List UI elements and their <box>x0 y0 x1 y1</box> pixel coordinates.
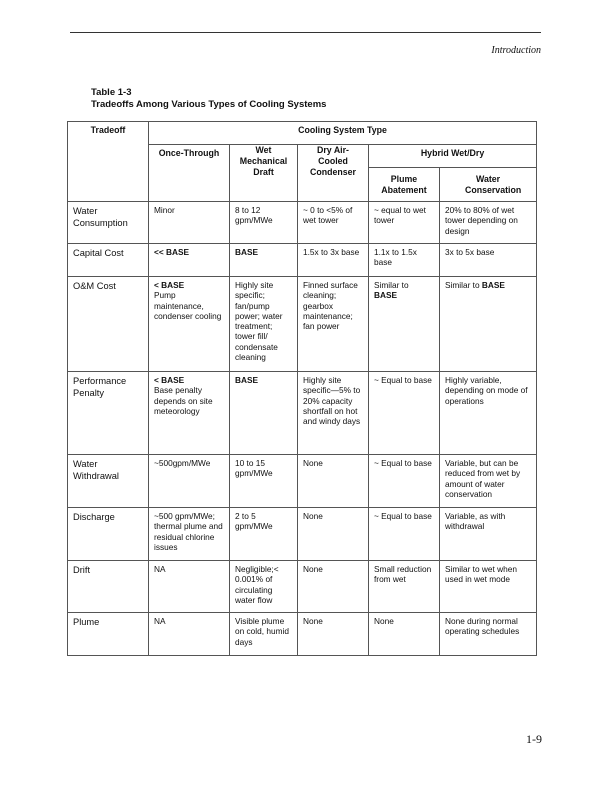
table-cell <box>149 455 230 508</box>
cell-text: Minor <box>154 205 175 215</box>
header-rule <box>70 32 541 33</box>
table-cell <box>298 508 369 561</box>
table-cell <box>230 508 298 561</box>
table-label: Table 1-3 <box>91 87 132 98</box>
table-row <box>68 202 537 244</box>
cell-text: None <box>303 458 323 468</box>
table-cell <box>149 372 230 455</box>
table-cell <box>230 455 298 508</box>
header-cooling-system-type: Cooling System Type <box>149 122 537 145</box>
table-cell <box>440 613 537 656</box>
cell-text: ~500 gpm/MWe; thermal plume and residual chlorine issues <box>154 511 223 552</box>
cell-text: Variable, but can be reduced from wet by amount of water conservation <box>445 458 521 499</box>
table-row <box>68 508 537 561</box>
cell-text: Negligible;< 0.001% of circulating water flow <box>235 564 279 605</box>
table-row <box>68 613 537 656</box>
cell-text: 1.5x to 3x base <box>303 247 360 257</box>
cell-text: Base penalty depends on site meteorology <box>154 385 213 416</box>
cell-text: Finned surface cleaning; gearbox maintenance; fan power <box>303 280 358 332</box>
cell-text: 10 to 15 gpm/MWe <box>235 458 273 479</box>
header-water-conservation: Water Conservation <box>440 168 537 202</box>
table-cell <box>298 244 369 277</box>
table-cell <box>369 372 440 455</box>
table-row <box>68 244 537 277</box>
cell-text: < BASE <box>154 280 185 290</box>
table-cell <box>369 202 440 244</box>
cell-text: Variable, as with withdrawal <box>445 511 506 532</box>
table-cell <box>230 372 298 455</box>
running-header: Introduction <box>491 45 541 56</box>
cell-text: Small reduction from wet <box>374 564 432 585</box>
table-cell <box>369 244 440 277</box>
table-cell <box>149 613 230 656</box>
row-tradeoff: Capital Cost <box>68 244 149 277</box>
cell-text: BASE <box>481 280 505 290</box>
cell-text: 2 to 5 gpm/MWe <box>235 511 273 532</box>
table-cell <box>298 202 369 244</box>
table-row <box>68 372 537 455</box>
cell-text: << BASE <box>154 247 190 257</box>
cell-text: BASE <box>235 375 259 385</box>
cell-text: None <box>303 511 323 521</box>
table-cell <box>298 372 369 455</box>
header-plume-abatement: Plume Abatement <box>369 168 440 202</box>
cell-text: ~ Equal to base <box>374 375 432 385</box>
table-cell <box>298 561 369 613</box>
table-cell <box>230 561 298 613</box>
table-cell <box>369 613 440 656</box>
cell-text: None <box>303 616 323 626</box>
table-cell <box>440 508 537 561</box>
cell-text: Pump maintenance, condenser cooling <box>154 290 222 321</box>
table-cell <box>369 277 440 372</box>
table-cell <box>369 561 440 613</box>
table-body <box>68 202 537 656</box>
row-tradeoff: Water Withdrawal <box>68 455 149 508</box>
header-dry-air-cooled: Dry Air-Cooled Condenser <box>298 145 369 202</box>
table-cell <box>230 202 298 244</box>
table-cell <box>298 613 369 656</box>
row-tradeoff: Discharge <box>68 508 149 561</box>
row-tradeoff: Performance Penalty <box>68 372 149 455</box>
cell-text: 3x to 5x base <box>445 247 495 257</box>
header-tradeoff: Tradeoff <box>68 122 149 202</box>
table-row <box>68 561 537 613</box>
cell-text: 20% to 80% of wet tower depending on design <box>445 205 518 236</box>
table-cell <box>440 277 537 372</box>
table-cell <box>369 508 440 561</box>
header-once-through: Once-Through <box>149 145 230 202</box>
cell-text: Similar to wet when used in wet mode <box>445 564 517 585</box>
cell-text: NA <box>154 616 166 626</box>
row-tradeoff: Drift <box>68 561 149 613</box>
table-cell <box>369 455 440 508</box>
cell-text: ~500gpm/MWe <box>154 458 211 468</box>
table-cell <box>230 277 298 372</box>
header-hybrid: Hybrid Wet/Dry <box>369 145 537 168</box>
cell-text: Highly site specific; fan/pump power; water treatment; tower fill/ condensate cleaning <box>235 280 283 363</box>
table-row <box>68 455 537 508</box>
cell-text: < BASE <box>154 375 185 385</box>
cell-text: None during normal operating schedules <box>445 616 520 637</box>
table-cell <box>440 244 537 277</box>
cell-text: Highly site specific—5% to 20% capacity shortfall on hot and windy days <box>303 375 361 427</box>
tradeoffs-table <box>67 121 537 656</box>
cell-text: ~ 0 to <5% of wet tower <box>303 205 353 226</box>
cell-text: NA <box>154 564 166 574</box>
page-number: 1-9 <box>526 732 542 746</box>
cell-text: Similar to <box>445 280 482 290</box>
table-cell <box>149 277 230 372</box>
row-tradeoff: Plume <box>68 613 149 656</box>
table-cell <box>440 372 537 455</box>
table-cell <box>440 561 537 613</box>
cell-text: BASE <box>235 247 259 257</box>
cell-text: 1.1x to 1.5x base <box>374 247 417 268</box>
header-wet-mechanical-draft: Wet Mechanical Draft <box>230 145 298 202</box>
table-caption <box>91 87 326 110</box>
cell-text: ~ equal to wet tower <box>374 205 426 226</box>
table-cell <box>230 613 298 656</box>
table-cell <box>149 561 230 613</box>
cell-text: ~ Equal to base <box>374 458 432 468</box>
row-tradeoff: Water Consumption <box>68 202 149 244</box>
table-cell <box>298 277 369 372</box>
cell-text: Visible plume on cold, humid days <box>235 616 289 647</box>
table-cell <box>149 202 230 244</box>
table-cell <box>149 508 230 561</box>
table-cell <box>440 202 537 244</box>
cell-text: BASE <box>374 290 398 301</box>
cell-text: Highly variable, depending on mode of operations <box>445 375 528 406</box>
row-tradeoff: O&M Cost <box>68 277 149 372</box>
cell-text: ~ Equal to base <box>374 511 432 521</box>
cell-text: None <box>303 564 323 574</box>
table-cell <box>440 455 537 508</box>
table-cell <box>230 244 298 277</box>
cell-text: None <box>374 616 394 626</box>
table-row <box>68 277 537 372</box>
table-cell <box>298 455 369 508</box>
cell-text: 8 to 12 gpm/MWe <box>235 205 273 226</box>
cell-text: Similar to <box>374 280 409 290</box>
table-cell <box>149 244 230 277</box>
table-title: Tradeoffs Among Various Types of Cooling Systems <box>91 98 327 110</box>
